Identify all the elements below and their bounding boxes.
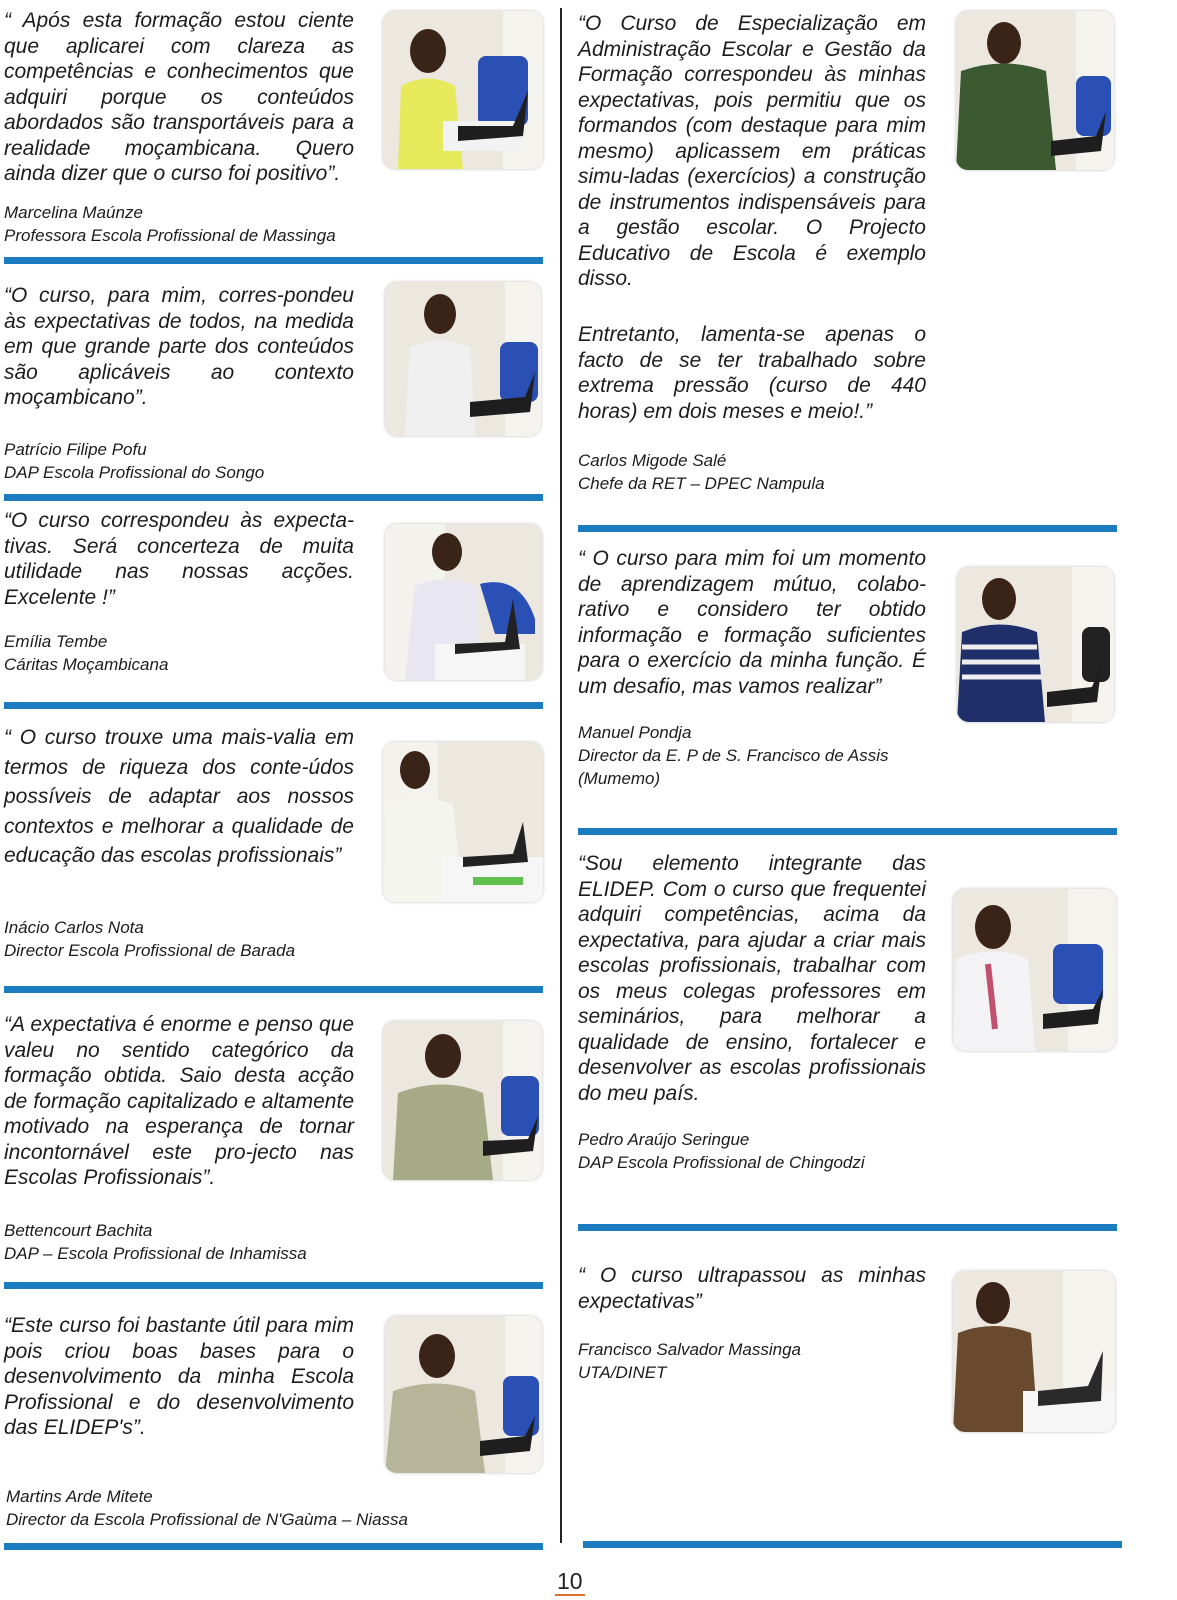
- divider: [4, 1543, 543, 1550]
- author-info: [4, 438, 264, 484]
- author-name: Carlos Migode Salé: [578, 451, 727, 470]
- participant-photo: [385, 1316, 542, 1473]
- testimonial-quote: “ O curso trouxe uma mais-valia em termos de riqueza dos conte-údos possíveis de adaptar aos nossos contextos e melhorar a qualidade de educação das escolas profissionais”: [4, 726, 354, 867]
- author-role: Cáritas Moçambicana: [4, 655, 169, 674]
- divider: [4, 494, 543, 501]
- participant-photo: [953, 1271, 1115, 1432]
- testimonial-quote: “ O curso ultrapassou as minhas expectativas”: [578, 1264, 926, 1313]
- author-name: Francisco Salvador Massinga: [578, 1340, 801, 1359]
- author-info: [4, 916, 295, 962]
- author-name: Marcelina Maúnze: [4, 203, 143, 222]
- author-name: Inácio Carlos Nota: [4, 918, 144, 937]
- author-role: Chefe da RET – DPEC Nampula: [578, 474, 825, 493]
- author-role: DAP Escola Profissional de Chingodzi: [578, 1153, 865, 1172]
- author-name: Martins Arde Mitete: [6, 1487, 153, 1506]
- author-info: [578, 721, 889, 790]
- author-role: Director da E. P de S. Francisco de Assis: [578, 746, 889, 765]
- author-role: DAP Escola Profissional do Songo: [4, 463, 265, 482]
- author-info: [578, 1128, 865, 1174]
- author-role: UTA/DINET: [578, 1363, 667, 1382]
- participant-photo: [956, 11, 1114, 170]
- author-name: Bettencourt Bachita: [4, 1221, 153, 1240]
- testimonial-quote: “O curso correspondeu às expecta-tivas. Será concerteza de muita utilidade nas nossas acções. Excelente !”: [4, 509, 354, 609]
- author-role: Professora Escola Profissional de Massinga: [4, 226, 336, 245]
- divider: [578, 525, 1117, 532]
- author-info: [578, 449, 825, 495]
- participant-photo: [383, 742, 543, 902]
- divider: [4, 986, 543, 993]
- author-name: Patrício Filipe Pofu: [4, 440, 147, 459]
- participant-photo: [383, 11, 543, 169]
- author-info: [578, 1338, 801, 1384]
- participant-photo: [953, 889, 1116, 1051]
- testimonial-quote: “Este curso foi bastante útil para mim pois criou boas bases para o desenvolvimento da minha Escola Profissional e do desenvolvimento das ELIDEP's”.: [4, 1314, 354, 1439]
- testimonial-quote: “O Curso de Especialização em Administração Escolar e Gestão da Formação correspondeu às minhas expectativas, pois permitiu que os formandos (com destaque para mim mesmo) aplicassem em práticas simu-ladas (exercícios) a construção de instrumentos indispensáveis para a gestão escolar. O Projecto Educativo de Escola é exemplo disso.: [578, 12, 926, 290]
- author-info: [4, 201, 336, 247]
- author-name: Emília Tembe: [4, 632, 108, 651]
- author-role: Director Escola Profissional de Barada: [4, 941, 296, 960]
- divider: [578, 1224, 1117, 1231]
- testimonial-quote: “ Após esta formação estou ciente que aplicarei com clareza as competências e conhecimentos que adquiri porque os conteúdos abordados são transportáveis para a realidade moçambicana. Quero ainda dizer que o curso foi positivo”.: [4, 9, 354, 185]
- author-role: Director da Escola Profissional de N'Gaùma – Niassa: [6, 1510, 408, 1529]
- testimonial-quote: “ O curso para mim foi um momento de aprendizagem mútuo, colabo-rativo e considero ter obtido informação e formação suficientes para o exercício da minha função. É um desafio, mas vamos realizar”: [578, 547, 926, 698]
- participant-photo: [385, 524, 542, 680]
- participant-photo: [385, 282, 541, 436]
- author-role: DAP – Escola Profissional de Inhamissa: [4, 1244, 307, 1263]
- divider: [4, 702, 543, 709]
- page-number: 10: [557, 1568, 583, 1594]
- divider: [583, 1541, 1122, 1548]
- author-info: [4, 1219, 307, 1265]
- column-divider: [560, 8, 562, 1543]
- author-info: [6, 1485, 408, 1531]
- testimonial-quote: “Sou elemento integrante das ELIDEP. Com o curso que frequentei adquiri competências, acima da expectativa, para ajudar a criar mais escolas profissionais, trabalhar com os meus colegas professores em seminários, para melhorar a qualidade de ensino, fortalecer e desenvolver as escolas profissionais do meu país.: [578, 852, 926, 1105]
- divider: [578, 828, 1117, 835]
- participant-photo: [957, 567, 1114, 722]
- author-name: Pedro Araújo Seringue: [578, 1130, 750, 1149]
- testimonial-quote-continued: Entretanto, lamenta-se apenas o facto de se ter trabalhado sobre extrema pressão (curso de 440 horas) em dois meses e meio!.”: [578, 323, 926, 423]
- author-role-continued: (Mumemo): [578, 769, 661, 788]
- testimonial-quote: “A expectativa é enorme e penso que valeu no sentido categórico da formação obtida. Saio desta acção de formação capitalizado e altamente motivado na esperança de tornar incontornável este pro-jecto nas Escolas Profissionais”.: [4, 1013, 354, 1189]
- participant-photo: [383, 1021, 542, 1180]
- divider: [4, 1282, 543, 1289]
- author-name: Manuel Pondja: [578, 723, 692, 742]
- author-info: [4, 630, 168, 676]
- testimonial-quote: “O curso, para mim, corres-pondeu às expectativas de todos, na medida em que grande parte dos conteúdos são aplicáveis ao contexto moçambicano”.: [4, 284, 354, 409]
- divider: [4, 257, 543, 264]
